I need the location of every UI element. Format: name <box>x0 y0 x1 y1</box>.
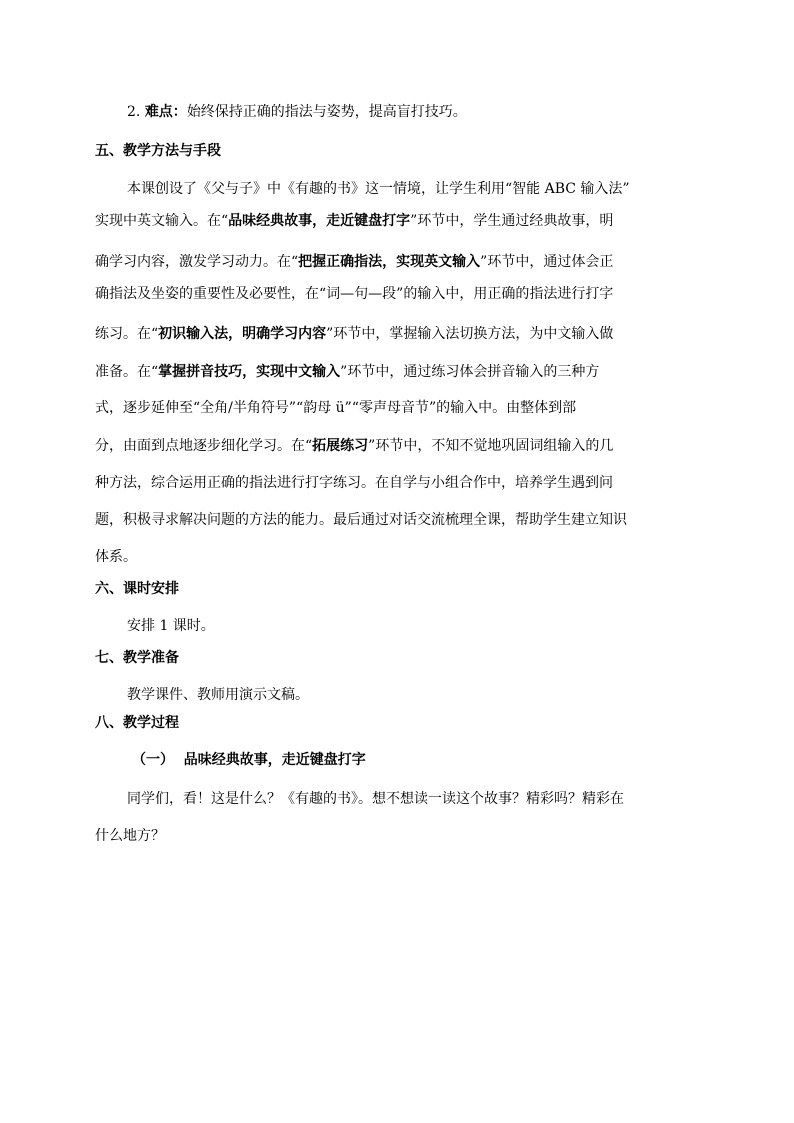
section5-line-6 <box>95 362 599 382</box>
section8-subtitle <box>132 750 366 770</box>
section7-title: 七、教学准备 <box>95 650 179 666</box>
section5-line-7 <box>95 398 576 418</box>
section5-line-5 <box>95 324 613 344</box>
difficulty-number: 2. <box>127 104 141 120</box>
section5-line-1 <box>127 179 630 199</box>
bold-phrase: 把握正确指法，实现英文输入 <box>298 254 481 270</box>
section5-title: 五、教学方法与手段 <box>95 143 221 159</box>
section5-line-10 <box>95 510 627 530</box>
text-run: 体系。 <box>95 549 137 565</box>
bold-phrase: 初识输入法，明确学习内容 <box>158 326 327 342</box>
bold-phrase: 品味经典故事，走近键盘打字 <box>228 213 411 229</box>
text-run: 题，积极寻求解决问题的方法的能力。最后通过对话交流梳理全课，帮助学生建立知识 <box>95 512 627 528</box>
section6-text: 安排 1 课时。 <box>127 618 215 634</box>
section5-line-9 <box>95 473 613 493</box>
difficulty-line <box>127 102 467 122</box>
text-run: 种方法，综合运用正确的指法进行打字练习。在自学与小组合作中，培养学生遇到问 <box>95 475 613 491</box>
section8-title: 八、教学过程 <box>95 715 179 731</box>
difficulty-label: 难点： <box>144 104 187 120</box>
bold-phrase: 掌握拼音技巧，实现中文输入 <box>158 364 341 380</box>
text-run: 准备。在“ <box>95 364 159 380</box>
text-run: 式，逐步延伸至“全角/半角符号”“韵母 ü”“零声母音节”的输入中。由整体到部 <box>95 400 577 416</box>
text-run: ”环节中，学生通过经典故事，明 <box>410 213 614 229</box>
section5-line-2 <box>95 211 613 231</box>
bold-phrase: 拓展练习 <box>312 438 369 454</box>
text-run: ”环节中，不知不觉地巩固词组输入的几 <box>368 438 614 454</box>
text-run: 确指法及坐姿的重要性及必要性，在“词—句—段”的输入中，用正确的指法进行打字 <box>95 286 614 302</box>
text-run: ”环节中，掌握输入法切换方法，为中文输入做 <box>326 326 614 342</box>
section8-para-line-1: 同学们，看！这是什么？《有趣的书》。想不想读一读这个故事？精彩吗？精彩在 <box>127 791 624 807</box>
text-run: 练习。在“ <box>95 326 159 342</box>
section5-line-11 <box>95 547 137 567</box>
text-run: ”环节中，通过练习体会拼音输入的三种方 <box>340 364 600 380</box>
section6-title: 六、课时安排 <box>95 581 179 597</box>
text-run: 实现中英文输入。在“ <box>95 213 229 229</box>
section7-text: 教学课件、教师用演示文稿。 <box>127 687 309 703</box>
text-run: 本课创设了《父与子》中《有趣的书》这一情境，让学生利用“智能 ABC 输入法” <box>127 181 630 197</box>
text-run: ”环节中，通过体会正 <box>480 254 614 270</box>
difficulty-text: 始终保持正确的指法与姿势，提高盲打技巧。 <box>186 104 467 120</box>
text-run: 确学习内容，激发学习动力。在“ <box>95 254 299 270</box>
subtitle-number: （一） <box>132 752 174 768</box>
subtitle-text: 品味经典故事，走近键盘打字 <box>183 752 366 768</box>
section8-para-line-2: 什么地方？ <box>95 828 165 844</box>
text-run: 分，由面到点地逐步细化学习。在“ <box>95 438 313 454</box>
section5-line-8 <box>95 436 613 456</box>
section5-line-3 <box>95 252 613 272</box>
section5-line-4 <box>95 284 613 304</box>
